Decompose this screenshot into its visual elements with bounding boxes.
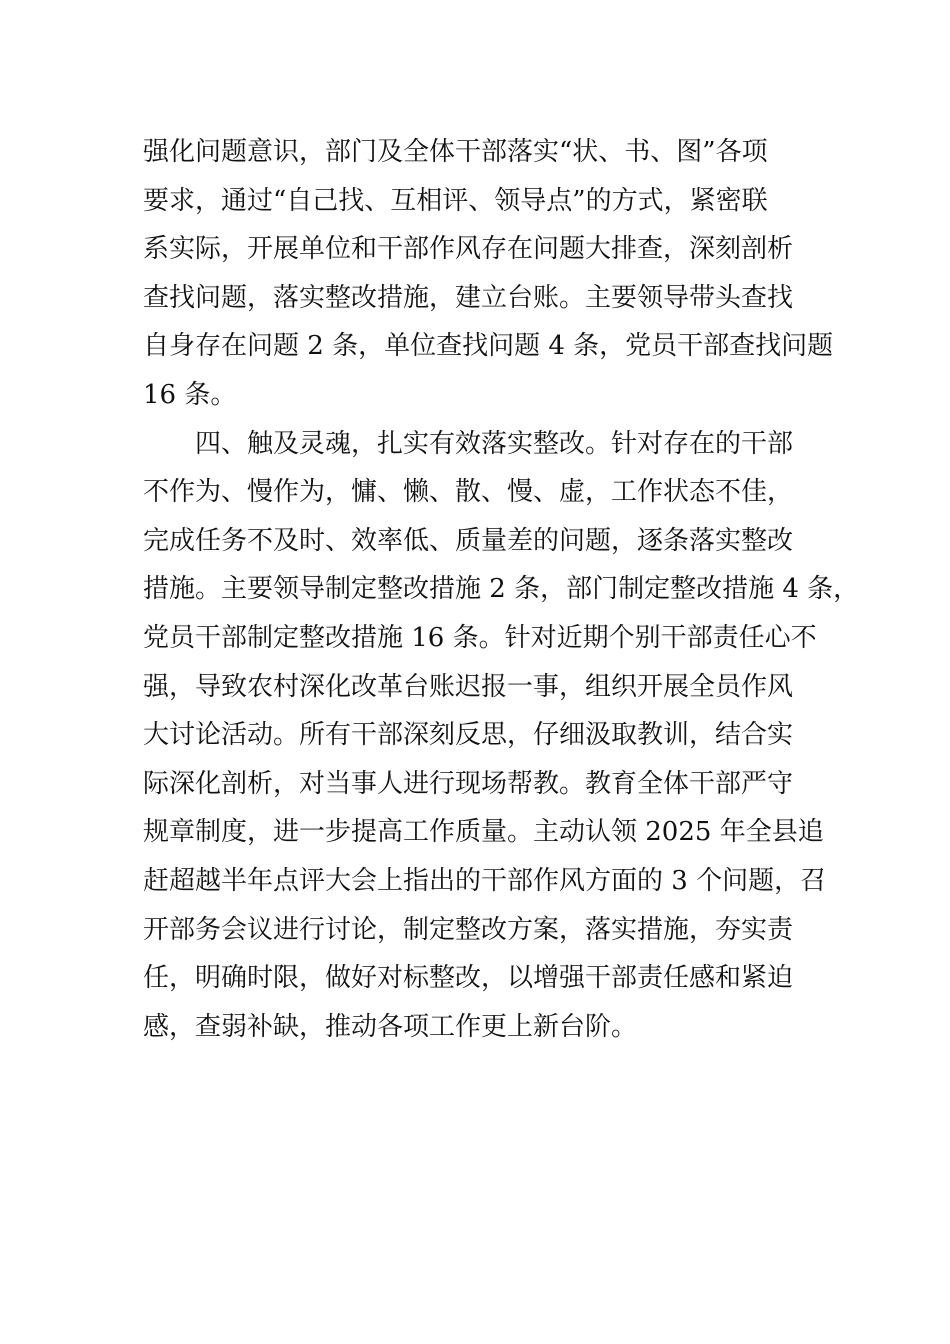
- text-line: 感，查弱补缺，推动各项工作更上新台阶。: [143, 1011, 638, 1042]
- text-line: 自身存在问题 2 条，单位查找问题 4 条，党员干部查找问题: [143, 331, 834, 362]
- text-line: 强化问题意识，部门及全体干部落实“状、书、图”各项: [143, 137, 768, 167]
- text-line: 系实际，开展单位和干部作风存在问题大排查，深刻剖析: [143, 234, 794, 265]
- text-line: 大讨论活动。所有干部深刻反思，仔细汲取教训，结合实: [143, 720, 794, 751]
- body-text: [143, 128, 860, 1051]
- text-line: 完成任务不及时、效率低、质量差的问题，逐条落实整改: [143, 525, 794, 556]
- text-line: 要求，通过“自己找、互相评、领导点”的方式，紧密联: [143, 185, 768, 216]
- text-line: 规章制度，进一步提高工作质量。主动认领 2025 年全县追: [143, 817, 824, 848]
- paragraph-start-line: 四、触及灵魂，扎实有效落实整改。针对存在的干部: [195, 428, 794, 459]
- text-line: 措施。主要领导制定整改措施 2 条，部门制定整改措施 4 条，: [143, 574, 860, 605]
- text-line: 党员干部制定整改措施 16 条。针对近期个别干部责任心不: [143, 622, 817, 653]
- text-line: 不作为、慢作为，慵、懒、散、慢、虚，工作状态不佳，: [143, 477, 794, 508]
- text-line: 赶超越半年点评大会上指出的干部作风方面的 3 个问题，召: [143, 865, 827, 896]
- text-line: 任，明确时限，做好对标整改，以增强干部责任感和紧迫: [143, 963, 794, 994]
- text-line: 查找问题，落实整改措施，建立台账。主要领导带头查找: [143, 282, 794, 313]
- text-line: 强，导致农村深化改革台账迟报一事，组织开展全员作风: [143, 671, 794, 702]
- text-line: 开部务会议进行讨论，制定整改方案，落实措施，夯实责: [143, 914, 794, 945]
- text-line: 16 条。: [143, 379, 237, 410]
- text-line: 际深化剖析，对当事人进行现场帮教。教育全体干部严守: [143, 768, 794, 799]
